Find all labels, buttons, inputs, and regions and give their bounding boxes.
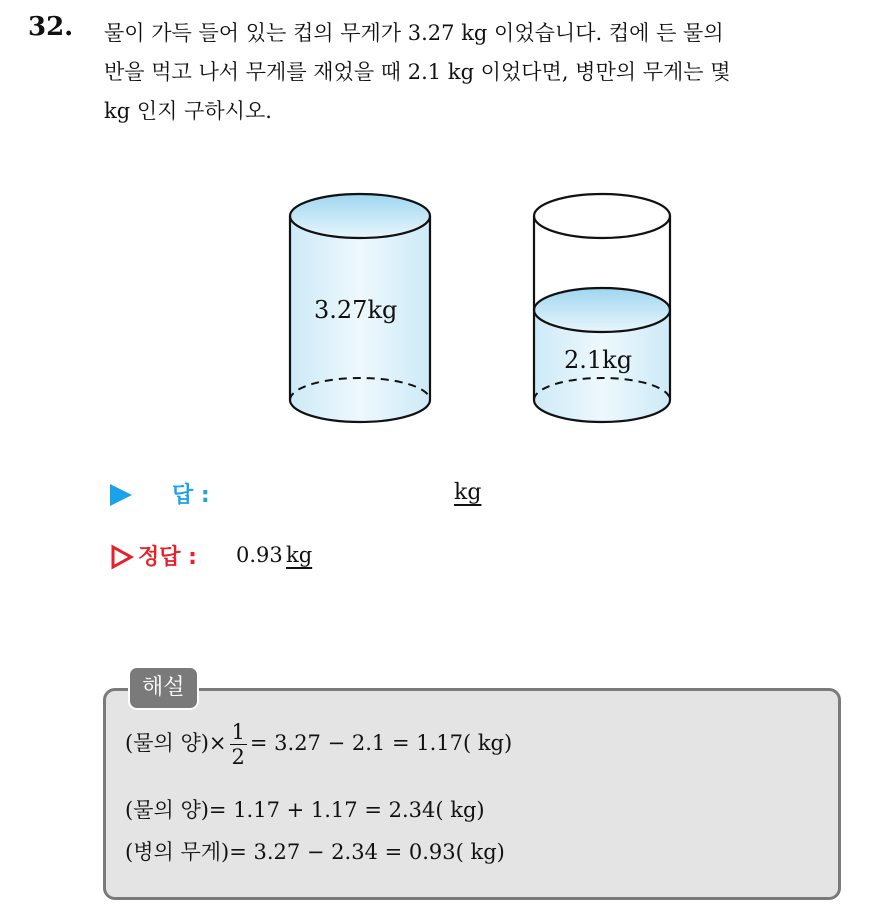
cups-figure: [280, 180, 690, 440]
solution-line-1: [125, 720, 512, 769]
play-triangle-icon: [110, 484, 132, 506]
solution-line-1-suffix: = 3.27 − 2.1 = 1.17( kg): [249, 731, 513, 755]
question-line-2: 반을 먹고 나서 무게를 재었을 때 2.1 kg 이었다면, 병만의 무게는 몇: [104, 60, 731, 84]
full-cup-label: 3.27kg: [314, 296, 398, 324]
answer-unit: kg: [454, 480, 482, 505]
fraction-denominator: 2: [231, 745, 245, 769]
solution-tag: 해설: [128, 666, 199, 710]
question-text: [104, 14, 864, 131]
correct-answer-unit: kg: [286, 543, 313, 567]
answer-row: [110, 478, 610, 514]
correct-answer-value: 0.93: [236, 543, 283, 567]
cups-illustration: [280, 180, 690, 440]
half-cup-label: 2.1kg: [564, 346, 633, 374]
fraction-numerator: 1: [231, 720, 245, 744]
question-line-3: kg 인지 구하시오.: [104, 99, 272, 123]
question-number: 32.: [28, 12, 74, 42]
correct-answer-row: [110, 540, 610, 576]
question-line-1: 물이 가득 들어 있는 컵의 무게가 3.27 kg 이었습니다. 컵에 든 물의: [104, 21, 724, 45]
answer-label: 답 :: [172, 483, 210, 508]
solution-line-3: (병의 무게)= 3.27 − 2.34 = 0.93( kg): [125, 840, 505, 864]
solution-line-1-prefix: (물의 양)×: [125, 731, 227, 755]
half-cup: [534, 194, 670, 422]
outline-triangle-icon: [110, 544, 134, 570]
full-cup: [290, 194, 430, 422]
solution-line-2: (물의 양)= 1.17 + 1.17 = 2.34( kg): [125, 798, 485, 822]
correct-answer-label: 정답 :: [138, 545, 197, 570]
fraction: [230, 720, 247, 769]
